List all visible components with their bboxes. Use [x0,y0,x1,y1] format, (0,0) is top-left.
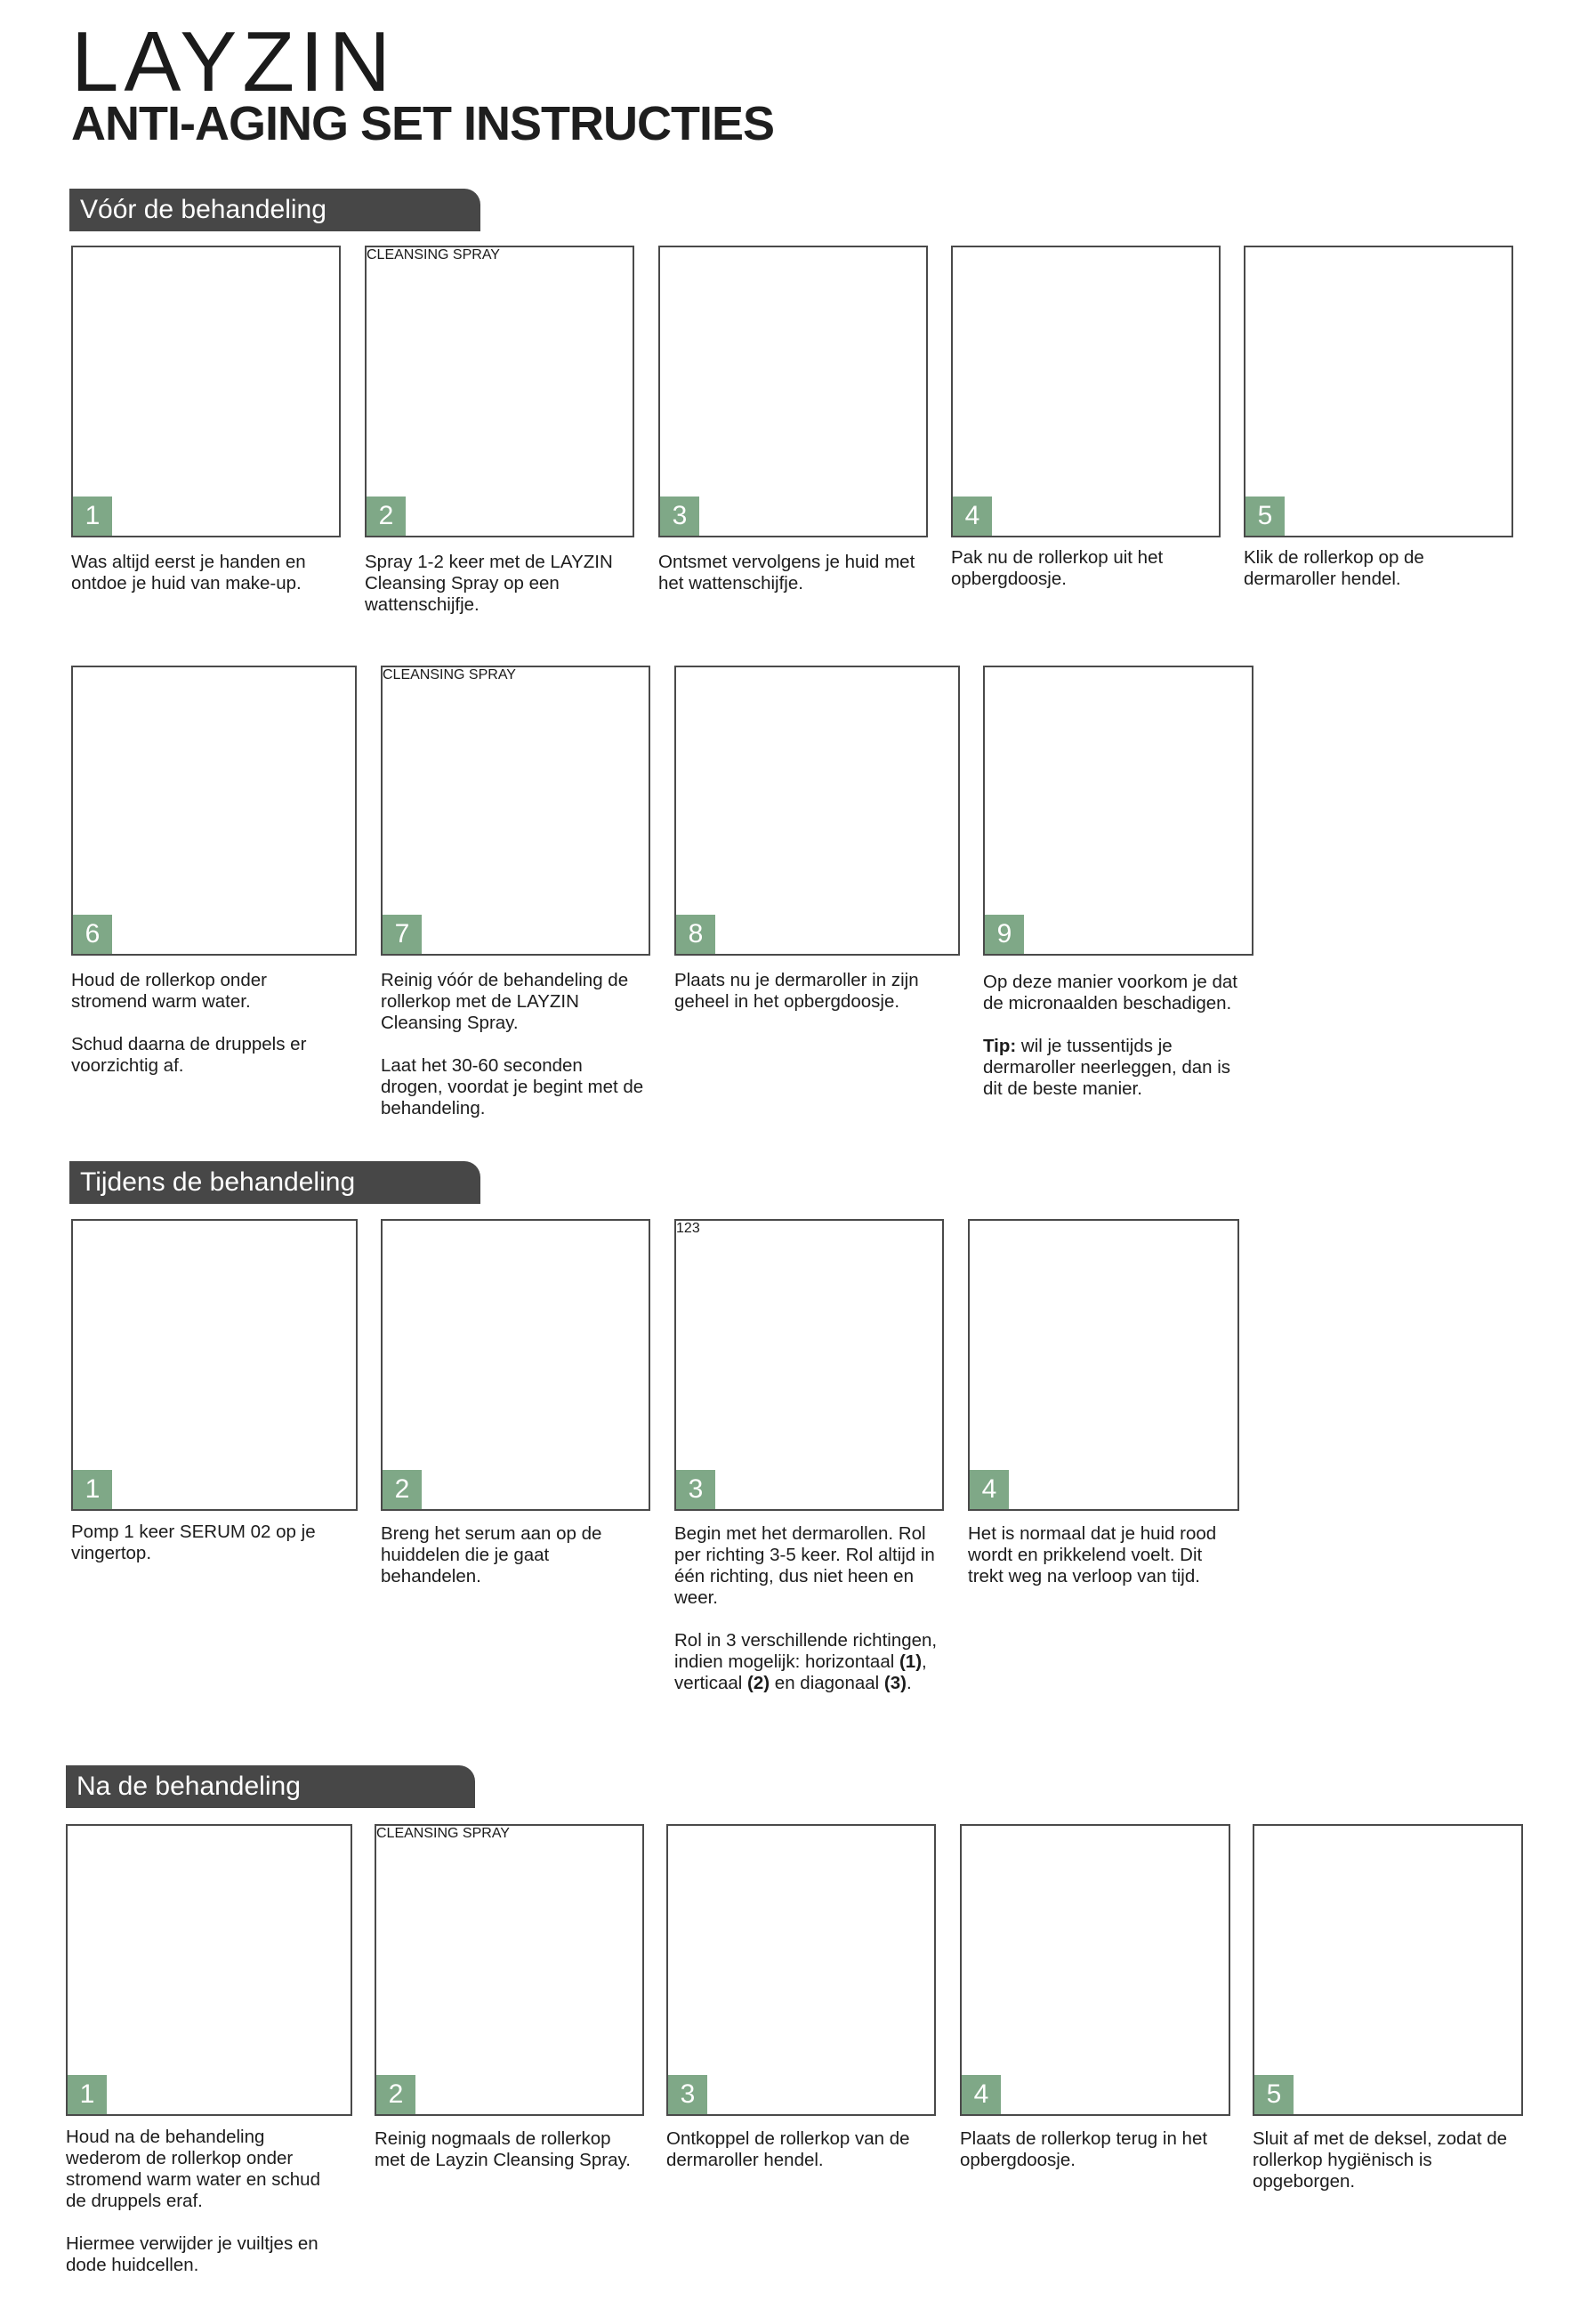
step-number: 4 [953,497,992,536]
step-number: 9 [985,915,1024,954]
tip-paragraph [983,1036,1250,1100]
na-step-2-panel [375,1824,644,2116]
voor-step-3-caption [658,552,925,594]
tip-text: wil je tussentijds je dermaroller neerleggen, dan is dit de beste manier. [983,1036,1231,1099]
spray-roller-icon [376,1826,642,2114]
voor-step-5-panel [1244,246,1513,537]
directions-h: (1) [899,1651,923,1672]
serum-pump-icon [73,1221,356,1509]
caption-paragraph: Ontsmet vervolgens je huid met het wattenschijfje. [658,552,915,593]
caption-paragraph: Het is normaal dat je huid rood wordt en prikkelend voelt. Dit trekt weg na verloop van tijd. [968,1523,1217,1586]
svg-text:CLEANSING: CLEANSING [367,247,449,262]
voor-step-2-caption [365,552,632,616]
voor-step-7-caption [381,970,648,1119]
voor-step-4-panel [951,246,1221,537]
caption-paragraph: Houd na de behandeling wederom de rollerkop onder stromend warm water en schud de druppels eraf. [66,2127,320,2211]
tijdens-step-1-caption [71,1522,347,1564]
na-step-1-caption [66,2127,342,2276]
caption-paragraph: Hiermee verwijder je vuiltjes en dode huidcellen. [66,2233,318,2275]
step-number: 1 [73,1470,112,1509]
step-number: 1 [73,497,112,536]
voor-step-7-panel [381,666,650,956]
voor-step-5-caption [1244,547,1511,590]
section-header-tijdens: Tijdens de behandeling [69,1161,480,1204]
na-step-4-caption [960,2128,1227,2171]
svg-text:1: 1 [676,1221,684,1236]
caption-paragraph: Pak nu de rollerkop uit het opbergdoosje. [951,547,1164,589]
brand-logo: LAYZIN [71,14,396,109]
directions-mid1: , verticaal [674,1651,927,1693]
step-number: 3 [660,497,699,536]
tip-label: Tip: [983,1036,1017,1056]
voor-step-9-caption [983,972,1250,1100]
voor-step-9-panel [983,666,1253,956]
tijdens-step-3-caption [674,1523,941,1694]
caption-paragraph: Was altijd eerst je handen en ontdoe je huid van make-up. [71,552,306,593]
apply-serum-icon [383,1221,649,1509]
caption-paragraph: Reinig nogmaals de rollerkop met de Layzin Cleansing Spray. [375,2128,631,2170]
tijdens-step-4-caption [968,1523,1235,1587]
na-step-1-panel [66,1824,352,2116]
voor-step-8-panel [674,666,960,956]
voor-step-1-caption [71,552,338,594]
caption-paragraph: Breng het serum aan op de huiddelen die je gaat behandelen. [381,1523,602,1586]
tijdens-step-4-panel [968,1219,1239,1511]
caption-paragraph: Begin met het dermarollen. Rol per richting 3-5 keer. Rol altijd in één richting, dus niet heen en weer. [674,1523,935,1608]
directions-paragraph [674,1630,941,1694]
step-number: 7 [383,915,422,954]
na-step-2-caption [375,2128,641,2171]
caption-paragraph: Pomp 1 keer SERUM 02 op je vingertop. [71,1522,316,1563]
voor-step-2-panel [365,246,634,537]
na-step-4-panel [960,1824,1230,2116]
na-step-5-caption [1253,2128,1519,2192]
voor-step-6-panel [71,666,357,956]
caption-paragraph: Op deze manier voorkom je dat de micronaalden beschadigen. [983,972,1237,1013]
close-lid-icon [1254,1826,1521,2114]
caption-paragraph: Spray 1-2 keer met de LAYZIN Cleansing Spray op een wattenschijfje. [365,552,613,615]
section-header-voor: Vóór de behandeling [69,189,480,231]
step-number: 5 [1254,2075,1294,2114]
caption-paragraph: Plaats de rollerkop terug in het opbergdoosje. [960,2128,1208,2170]
caption-paragraph: Schud daarna de druppels er voorzichtig af. [71,1034,307,1076]
tijdens-step-3-panel [674,1219,944,1511]
tijdens-step-1-panel [71,1219,358,1511]
face-icon [970,1221,1237,1509]
rinse-roller-icon [73,667,355,954]
step-number: 6 [73,915,112,954]
caption-paragraph: Sluit af met de deksel, zodat de rollerkop hygiënisch is opgeborgen. [1253,2128,1508,2192]
svg-text:SPRAY: SPRAY [452,247,500,262]
caption-paragraph: Klik de rollerkop op de dermaroller hendel. [1244,547,1424,589]
tijdens-step-2-panel [381,1219,650,1511]
click-handle-icon [1245,247,1511,536]
caption-paragraph: Plaats nu je dermaroller in zijn geheel in het opbergdoosje. [674,970,919,1012]
page-title: ANTI-AGING SET INSTRUCTIES [71,97,775,150]
svg-text:SPRAY: SPRAY [468,667,516,682]
svg-text:3: 3 [691,1221,700,1236]
directions-v: (2) [747,1673,770,1693]
caption-paragraph: Ontkoppel de rollerkop van de dermaroller hendel. [666,2128,910,2170]
svg-text:CLEANSING: CLEANSING [383,667,465,682]
caption-paragraph: Laat het 30-60 seconden drogen, voordat je begint met de behandeling. [381,1055,644,1118]
roller-in-box-icon [676,667,958,954]
spray-pad-icon [367,247,633,536]
svg-text:SPRAY: SPRAY [462,1826,510,1841]
step-number: 2 [383,1470,422,1509]
voor-step-8-caption [674,970,941,1013]
roller-rest-icon [985,667,1252,954]
voor-step-3-panel [658,246,928,537]
directions-end: . [906,1673,912,1693]
voor-step-6-caption [71,970,338,1077]
step-number: 3 [676,1470,715,1509]
directions-mid2: en diagonaal [770,1673,884,1693]
step-number: 4 [962,2075,1001,2114]
voor-step-1-panel [71,246,341,537]
faucet-hand-icon [73,247,339,536]
step-number: 2 [376,2075,415,2114]
head-in-box-icon [962,1826,1229,2114]
step-number: 8 [676,915,715,954]
na-step-3-panel [666,1824,936,2116]
face-pad-icon [660,247,926,536]
rinse-roller-icon [68,1826,351,2114]
svg-text:2: 2 [683,1221,692,1236]
rolling-face-icon [676,1221,942,1509]
directions-extra_pre: Rol in 3 verschillende richtingen, indien mogelijk: horizontaal [674,1630,938,1672]
na-step-3-caption [666,2128,933,2171]
detach-head-icon [668,1826,934,2114]
step-number: 4 [970,1470,1009,1509]
voor-step-4-caption [951,547,1218,590]
step-number: 3 [668,2075,707,2114]
na-step-5-panel [1253,1824,1523,2116]
remove-roller-icon [953,247,1219,536]
step-number: 1 [68,2075,107,2114]
directions-d: (3) [883,1673,907,1693]
step-number: 5 [1245,497,1285,536]
spray-roller-icon [383,667,649,954]
step-number: 2 [367,497,406,536]
caption-paragraph: Reinig vóór de behandeling de rollerkop met de LAYZIN Cleansing Spray. [381,970,629,1033]
section-header-na: Na de behandeling [66,1765,475,1808]
caption-paragraph: Houd de rollerkop onder stromend warm water. [71,970,267,1012]
tijdens-step-2-caption [381,1523,648,1587]
svg-text:CLEANSING: CLEANSING [376,1826,459,1841]
